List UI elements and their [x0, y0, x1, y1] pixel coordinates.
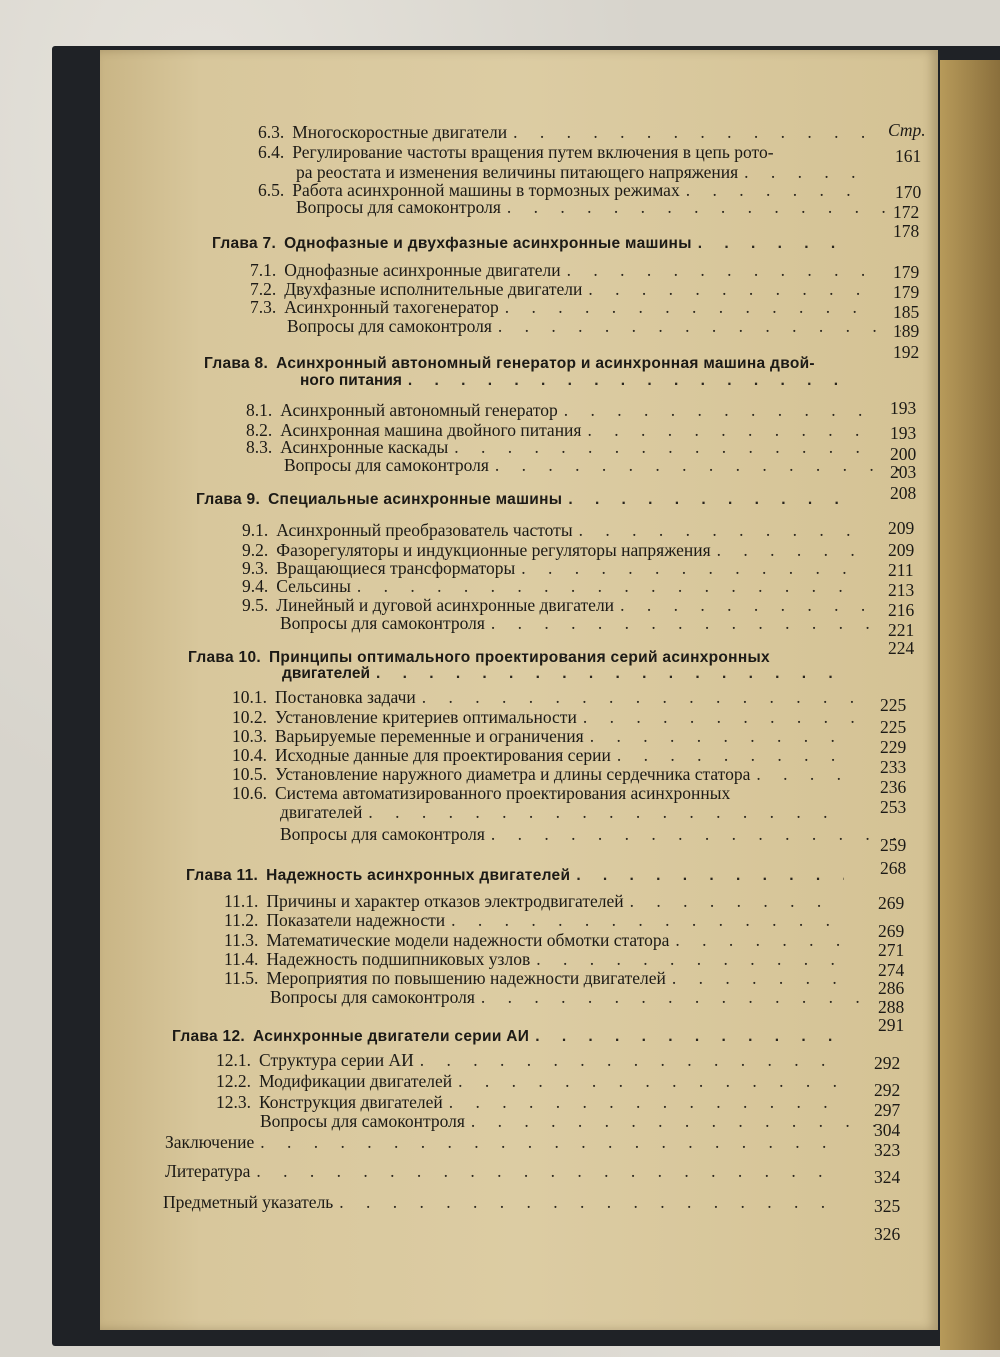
- dot-leader: [521, 558, 864, 578]
- chapter-number: Глава 12.: [172, 1028, 245, 1045]
- dot-leader: [717, 540, 864, 560]
- dot-leader: [451, 910, 844, 930]
- toc-chapter-row: [212, 234, 860, 254]
- entry-title: Вопросы для самоконтроля: [270, 987, 475, 1007]
- page-number: 192: [893, 342, 920, 362]
- section-number: 11.2.: [224, 910, 259, 930]
- section-number: 9.5.: [242, 595, 269, 615]
- toc-entry-row: [232, 783, 852, 803]
- section-number: 12.2.: [216, 1071, 251, 1091]
- page-number: 297: [874, 1100, 901, 1120]
- page-number: 179: [893, 282, 920, 302]
- entry-title: Установление наружного диаметра и длины сердечника статора: [275, 764, 751, 784]
- page-number: 221: [888, 620, 915, 640]
- toc-entry-row: [224, 910, 850, 930]
- page-number: 179: [893, 262, 920, 282]
- toc-entry-row: [242, 520, 870, 540]
- dot-leader: [507, 197, 902, 217]
- dot-leader: [491, 824, 902, 844]
- page-number: 292: [874, 1053, 901, 1073]
- entry-title: Предметный указатель: [163, 1192, 334, 1212]
- page-number: 325: [874, 1196, 901, 1216]
- entry-title: Многоскоростные двигатели: [292, 122, 508, 142]
- page-number: 323: [874, 1140, 901, 1160]
- page-number: 268: [880, 858, 907, 878]
- page-number: 209: [888, 540, 915, 560]
- dot-leader: [675, 930, 844, 950]
- section-number: 10.5.: [232, 764, 267, 784]
- entry-title: Установление критериев оптимальности: [275, 707, 577, 727]
- chapter-title: Однофазные и двухфазные асинхронные машины: [284, 235, 692, 252]
- toc-entry-row: [260, 1111, 894, 1131]
- entry-title: Заключение: [165, 1132, 255, 1152]
- dot-leader: [698, 234, 854, 254]
- toc-entry-row: [232, 764, 860, 784]
- toc-entry-row: [242, 576, 870, 596]
- toc-entry-row: [224, 968, 850, 988]
- entry-title: Регулирование частоты вращения путем включения в цепь рото-: [292, 142, 774, 162]
- chapter-title: Асинхронный автономный генератор и асинхронная машина двой-: [276, 355, 815, 372]
- entry-title-continuation: ного питания . . .: [300, 372, 852, 390]
- chapter-number: Глава 11.: [186, 867, 259, 884]
- dot-leader: [568, 490, 854, 510]
- page-number: 253: [880, 797, 907, 817]
- page-number: 209: [888, 518, 915, 538]
- section-number: 11.4.: [224, 949, 259, 969]
- page-number: 224: [888, 638, 915, 658]
- entry-title-continuation: ра реостата и изменения величины питающего напряжения . . .: [296, 162, 870, 182]
- toc-chapter-row: [196, 490, 860, 510]
- entry-title: Асинхронный тахогенератор: [284, 297, 499, 317]
- dot-leader: [564, 400, 864, 420]
- entry-title: Вопросы для самоконтроля: [280, 613, 485, 633]
- toc-chapter-row: [186, 866, 850, 886]
- page-number: 288: [878, 997, 905, 1017]
- entry-title: Фазорегуляторы и индукционные регуляторы напряжения: [276, 540, 711, 560]
- dot-leader: [744, 162, 864, 182]
- entry-title: Вращающиеся трансформаторы: [276, 558, 516, 578]
- section-number: 6.3.: [258, 122, 285, 142]
- entry-title: Вопросы для самоконтроля: [260, 1111, 465, 1131]
- toc-entry-row: [270, 987, 896, 1007]
- entry-title: Причины и характер отказов электродвигателей: [266, 891, 624, 911]
- dot-leader: [376, 665, 854, 683]
- page-number: 229: [880, 737, 907, 757]
- dot-leader: [408, 372, 846, 390]
- dot-leader: [576, 866, 844, 886]
- entry-title: Мероприятия по повышению надежности двигателей: [266, 968, 666, 988]
- section-number: 8.1.: [246, 400, 273, 420]
- chapter-title: Специальные асинхронные машины: [268, 491, 563, 508]
- toc-entry-row: [250, 279, 870, 299]
- toc-chapter-row: [204, 354, 852, 374]
- toc-entry-row: [250, 297, 870, 317]
- dot-leader: [256, 1161, 844, 1181]
- dot-leader: [420, 1050, 844, 1070]
- section-number: 10.3.: [232, 726, 267, 746]
- entry-title: Математические модели надежности обмотки статора: [266, 930, 670, 950]
- dot-leader: [505, 297, 864, 317]
- page-number: 193: [890, 398, 917, 418]
- section-number: 10.2.: [232, 707, 267, 727]
- entry-title: Вопросы для самоконтроля: [296, 197, 501, 217]
- toc-entry-row: [224, 949, 850, 969]
- page-number: 233: [880, 757, 907, 777]
- chapter-title: Надежность асинхронных двигателей: [266, 867, 571, 884]
- chapter-title: Принципы оптимального проектирования серий асинхронных: [268, 649, 770, 666]
- toc-entry-row: [232, 707, 860, 727]
- toc-entry-row: [216, 1050, 850, 1070]
- toc-entry-row: [250, 260, 870, 280]
- entry-title: Асинхронный преобразователь частоты: [276, 520, 573, 540]
- page-number: 259: [880, 835, 907, 855]
- toc-entry-row: [280, 824, 908, 844]
- entry-title: Литература: [165, 1161, 251, 1181]
- section-number: 11.5.: [224, 968, 259, 988]
- section-number: 10.6.: [232, 783, 267, 803]
- chapter-number: Глава 8.: [204, 355, 269, 372]
- page-number: 274: [878, 960, 905, 980]
- toc-entry-row: [258, 142, 870, 162]
- page-number: 225: [880, 717, 907, 737]
- entry-title: Линейный и дуговой асинхронные двигатели: [276, 595, 615, 615]
- section-number: 11.3.: [224, 930, 259, 950]
- page-number: 208: [890, 483, 917, 503]
- entry-title: Исходные данные для проектирования серии: [275, 745, 611, 765]
- dot-leader: [458, 1071, 844, 1091]
- toc-entry-row: [165, 1161, 850, 1181]
- dot-leader: [567, 260, 864, 280]
- toc-entry-row: [232, 726, 860, 746]
- section-number: 12.3.: [216, 1092, 251, 1112]
- page-column-label: Стр.: [888, 120, 926, 140]
- toc-entry-row: [246, 400, 870, 420]
- dot-leader: [536, 949, 844, 969]
- toc-entry-row: [280, 613, 908, 633]
- toc-entry-row: [296, 197, 908, 217]
- entry-title: Модификации двигателей: [259, 1071, 453, 1091]
- entry-title: Вопросы для самоконтроля: [287, 316, 492, 336]
- page-number: 216: [888, 600, 915, 620]
- dot-leader: [579, 520, 864, 540]
- chapter-number: Глава 9.: [196, 491, 261, 508]
- dot-leader: [357, 576, 864, 596]
- section-number: 9.1.: [242, 520, 269, 540]
- section-number: 6.4.: [258, 142, 285, 162]
- toc-entry-row: [224, 930, 850, 950]
- toc-entry-row: [246, 437, 870, 457]
- toc-entry-row: [287, 316, 907, 336]
- page-number: 324: [874, 1167, 901, 1187]
- entry-title: Сельсины: [276, 576, 351, 596]
- dot-leader: [513, 122, 864, 142]
- entry-title: Работа асинхронной машины в тормозных режимах: [292, 180, 680, 200]
- toc-entry-row: [163, 1192, 850, 1212]
- section-number: 7.3.: [250, 297, 277, 317]
- chapter-title: Асинхронные двигатели серии АИ: [252, 1028, 530, 1045]
- toc-entry-row: [258, 122, 870, 142]
- dot-leader: [491, 613, 902, 633]
- page-number: 326: [874, 1224, 901, 1244]
- page-number: 172: [893, 202, 920, 222]
- dot-leader: [422, 687, 854, 707]
- entry-title: Постановка задачи: [275, 687, 416, 707]
- entry-title-continuation: двигателей . . .: [282, 665, 860, 683]
- page-number: 193: [890, 423, 917, 443]
- entry-title: Варьируемые переменные и ограничения: [275, 726, 584, 746]
- page-number: 211: [888, 560, 914, 580]
- toc-entry-row: [216, 1092, 850, 1112]
- section-number: 8.2.: [246, 420, 273, 440]
- dot-leader: [583, 707, 854, 727]
- chapter-number: Глава 10.: [188, 649, 261, 666]
- toc-entry-row: [224, 891, 850, 911]
- entry-title: Асинхронный автономный генератор: [280, 400, 558, 420]
- dot-leader: [588, 279, 864, 299]
- dot-leader: [481, 987, 890, 1007]
- dot-leader: [620, 595, 864, 615]
- toc-entry-row: [242, 595, 870, 615]
- dot-leader: [630, 891, 844, 911]
- page-number: 170: [895, 182, 922, 202]
- entry-title: Структура серии АИ: [259, 1050, 414, 1070]
- entry-title: Вопросы для самоконтроля: [284, 455, 489, 475]
- entry-title: Асинхронная машина двойного питания: [280, 420, 582, 440]
- dot-leader: [471, 1111, 888, 1131]
- dot-leader: [454, 437, 864, 457]
- dot-leader: [617, 745, 854, 765]
- dot-leader: [756, 764, 854, 784]
- page-number: 269: [878, 921, 905, 941]
- section-number: 8.3.: [246, 437, 273, 457]
- dot-leader: [535, 1027, 839, 1047]
- page-number: 200: [890, 444, 917, 464]
- page-number: 203: [890, 462, 917, 482]
- page-number: 292: [874, 1080, 901, 1100]
- dot-leader: [495, 455, 902, 475]
- toc-entry-row: [216, 1071, 850, 1091]
- section-number: 9.3.: [242, 558, 269, 578]
- dot-leader: [449, 1092, 844, 1112]
- toc-chapter-row: [172, 1027, 845, 1047]
- section-number: 9.4.: [242, 576, 269, 596]
- page-number: 291: [878, 1015, 905, 1035]
- page-number: 213: [888, 580, 915, 600]
- dot-leader: [368, 802, 846, 822]
- page-number: 286: [878, 978, 905, 998]
- page-number: 271: [878, 940, 905, 960]
- toc-entry-row: [284, 455, 908, 475]
- page-number: 236: [880, 777, 907, 797]
- dot-leader: [498, 316, 901, 336]
- page-number: 161: [895, 146, 922, 166]
- toc-entry-row: [242, 558, 870, 578]
- chapter-number: Глава 7.: [212, 235, 277, 252]
- page-number: 304: [874, 1120, 901, 1140]
- toc-entry-row: [165, 1132, 850, 1152]
- section-number: 10.1.: [232, 687, 267, 707]
- dot-leader: [339, 1192, 844, 1212]
- toc-entry-row: [242, 540, 870, 560]
- entry-title: Показатели надежности: [266, 910, 446, 930]
- toc-entry-row: [232, 745, 860, 765]
- entry-title: Двухфазные исполнительные двигатели: [284, 279, 583, 299]
- section-number: 6.5.: [258, 180, 285, 200]
- entry-title: Система автоматизированного проектирования асинхронных: [275, 783, 731, 803]
- section-number: 10.4.: [232, 745, 267, 765]
- entry-title: Асинхронные каскады: [280, 437, 449, 457]
- section-number: 12.1.: [216, 1050, 251, 1070]
- page-number: 269: [878, 893, 905, 913]
- entry-title: Конструкция двигателей: [259, 1092, 443, 1112]
- page-number: 185: [893, 302, 920, 322]
- page-number: 178: [893, 221, 920, 241]
- dot-leader: [590, 726, 854, 746]
- section-number: 7.1.: [250, 260, 277, 280]
- entry-title-continuation: двигателей . . .: [280, 802, 852, 822]
- dot-leader: [672, 968, 844, 988]
- entry-title: Вопросы для самоконтроля: [280, 824, 485, 844]
- page-number: 225: [880, 695, 907, 715]
- section-number: 11.1.: [224, 891, 259, 911]
- entry-title: Надежность подшипниковых узлов: [266, 949, 531, 969]
- dot-leader: [260, 1132, 844, 1152]
- entry-title: Однофазные асинхронные двигатели: [284, 260, 561, 280]
- page-number: 189: [893, 321, 920, 341]
- section-number: 9.2.: [242, 540, 269, 560]
- toc-entry-row: [232, 687, 860, 707]
- section-number: 7.2.: [250, 279, 277, 299]
